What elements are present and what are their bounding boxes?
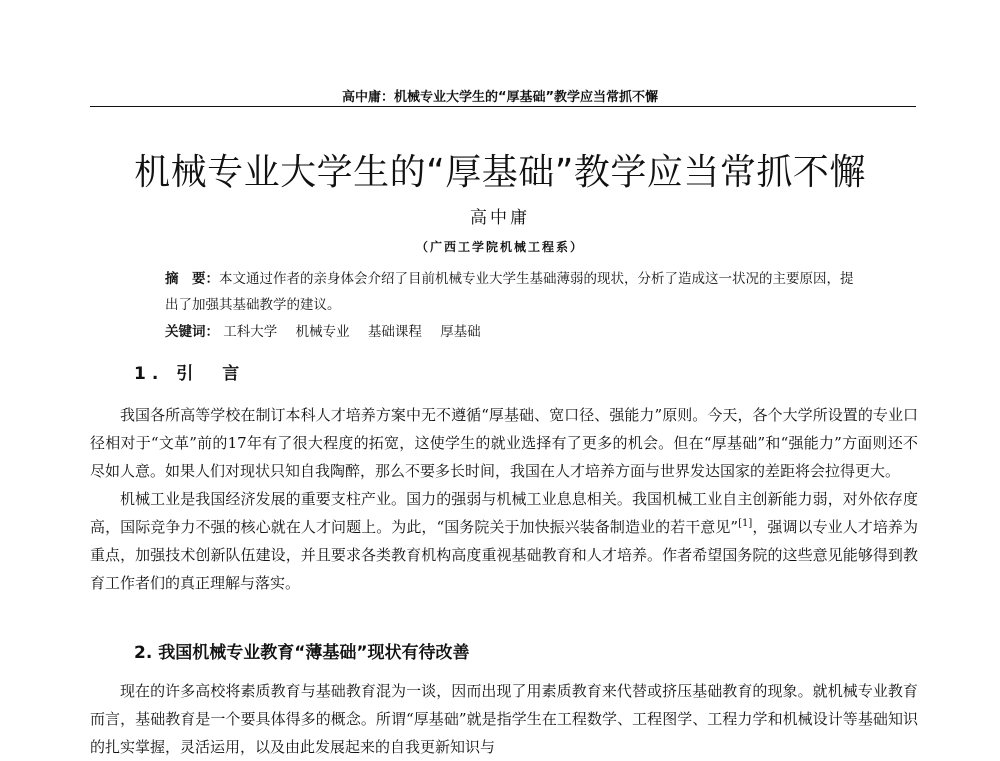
keyword: 基础课程 — [367, 324, 422, 340]
keyword: 机械专业 — [295, 324, 350, 340]
paragraph: 现在的许多高校将素质教育与基础教育混为一谈，因而出现了用素质教育来代替或挤压基础教育的现象。就机械专业教育而言，基础教育是一个要具体得多的概念。所谓“厚基础”就是指学生在工程数学、工程图学、工程力学和机械设计等基础知识的扎实掌握，灵活运用，以及由此发展起来的自我更新知识与 — [90, 682, 918, 756]
running-head: 高中庸：机械专业大学生的“厚基础”教学应当常抓不懈 — [341, 90, 659, 105]
section-introduction-body — [90, 401, 918, 597]
paper-title: 机械专业大学生的“厚基础”教学应当常抓不懈 — [134, 152, 866, 193]
section-heading-introduction: 1. 引 言 — [134, 364, 246, 384]
paragraph: 我国各所高等学校在制订本科人才培养方案中无不遵循“厚基础、宽口径、强能力”原则。今天，各个大学所设置的专业口径相对于“文革”前的17年有了很大程度的拓宽，这使学生的就业选择有了更多的机会。但在“厚基础”和“强能力”方面则还不尽如人意。如果人们对现状只知自我陶醉，那么不要多长时间，我国在人才培养方面与世界发达国家的差距将会拉得更大。 — [90, 406, 918, 480]
header-rule — [90, 106, 916, 107]
paragraph — [90, 485, 918, 597]
keywords — [165, 320, 865, 340]
section-status-body — [90, 677, 918, 761]
abstract-text: 本文通过作者的亲身体会介绍了目前机械专业大学生基础薄弱的现状，分析了造成这一状况的主要原因，提出了加强其基础教学的建议。 — [165, 271, 854, 313]
citation-ref[interactable]: [1] — [738, 518, 753, 529]
section-heading-status: 2. 我国机械专业教育“薄基础”现状有待改善 — [134, 643, 470, 663]
keywords-label: 关键词： — [165, 324, 219, 340]
author: 高中庸 — [470, 208, 530, 228]
abstract-label: 摘 要： — [165, 271, 219, 287]
paragraph-text: ，强调以专业人才培养为重点，加强技术创新队伍建设，并且要求各类教育机构高度重视基础教育和人才培养。作者希望国务院的这些意见能够得到教育工作者们的真正理解与落实。 — [90, 518, 918, 592]
abstract — [165, 266, 865, 318]
keyword: 工科大学 — [223, 324, 278, 340]
keyword: 厚基础 — [440, 324, 481, 340]
paragraph-text: 机械工业是我国经济发展的重要支柱产业。国力的强弱与机械工业息息相关。我国机械工业自主创新能力弱，对外依存度高，国际竞争力不强的核心就在人才问题上。为此，“国务院关于加快振兴装备制造业的若干意见” — [90, 490, 918, 536]
affiliation: （广西工学院机械工程系） — [415, 240, 584, 254]
